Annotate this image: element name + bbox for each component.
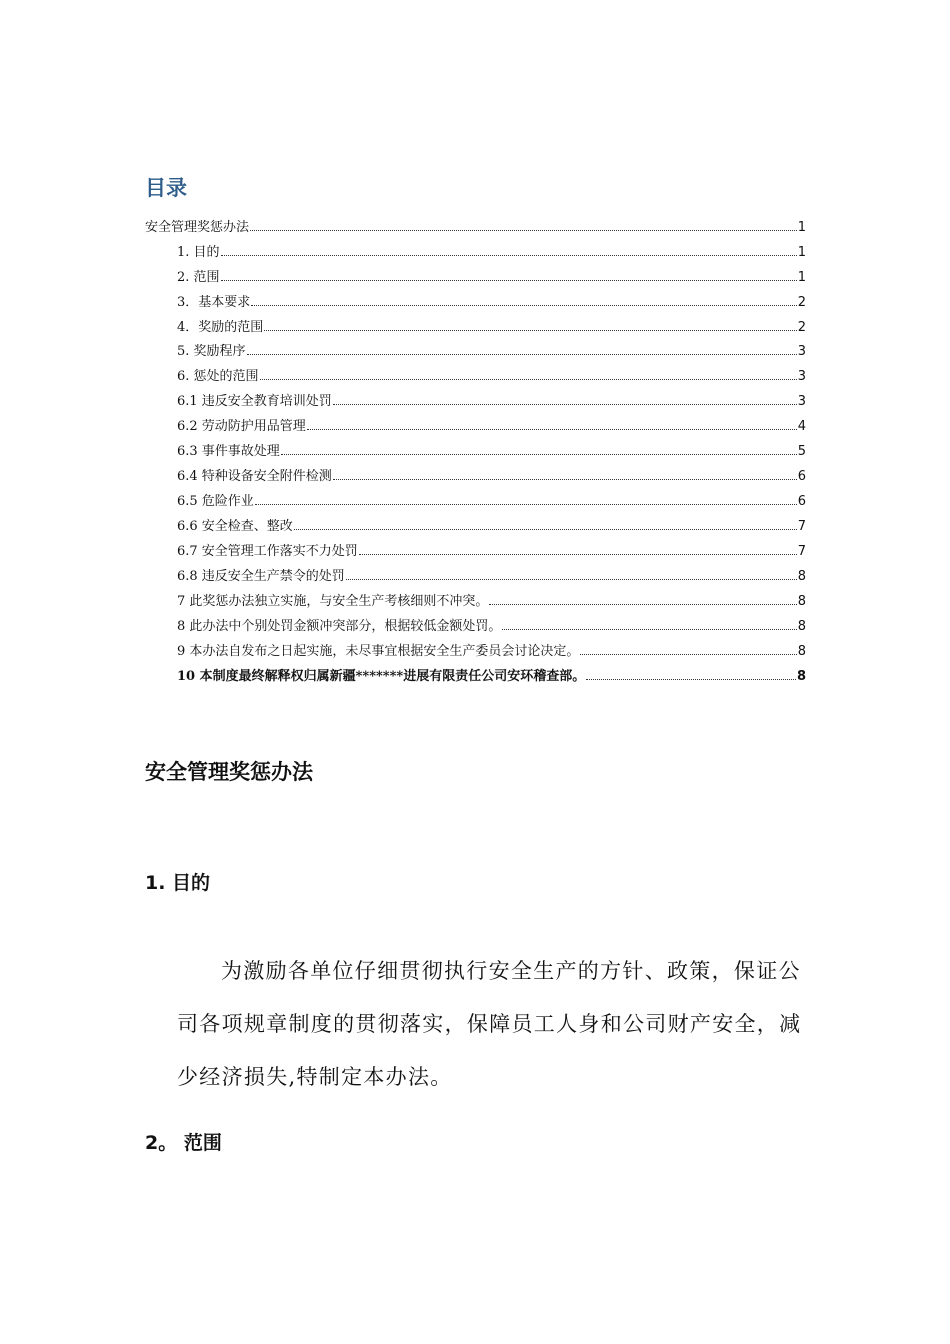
toc-entry[interactable] [145,218,806,236]
toc-entry-text: 10 本制度最终解释权归属新疆*******进展有限责任公司安环稽查部。 [177,669,586,684]
document-title: 安全管理奖惩办法 [145,760,313,784]
toc-entry[interactable] [177,592,806,610]
toc-entry-page: 8 [797,594,806,609]
toc-entry-text: 6.3 事件事故处理 [177,444,280,459]
toc-entry[interactable] [177,492,806,510]
toc-entry-page: 3 [797,344,806,359]
toc-entry[interactable] [177,293,806,311]
toc-entry-page: 3 [797,369,806,384]
toc-entry-text: 6.5 危险作业 [177,494,254,509]
toc-leader [294,517,797,530]
toc-leader [221,268,797,281]
section-heading-scope: 2。 范围 [145,1132,222,1154]
toc-entry-page: 6 [797,494,806,509]
toc-entry-page: 7 [797,519,806,534]
toc-entry-page: 2 [797,295,806,310]
toc-entry[interactable] [177,567,806,585]
toc-entry-page: 4 [797,419,806,434]
section-heading-purpose: 1. 目的 [145,872,211,894]
toc-entry[interactable] [177,617,806,635]
toc-entry[interactable] [177,243,806,261]
toc-entry-page: 1 [797,220,806,235]
toc-entry-page: 5 [797,444,806,459]
toc-entry-page: 3 [797,394,806,409]
toc-entry[interactable] [177,467,806,485]
toc-leader [359,542,797,555]
toc-entry-text: 6.1 违反安全教育培训处罚 [177,394,332,409]
toc-entry-text: 7 此奖惩办法独立实施，与安全生产考核细则不冲突。 [177,594,489,609]
toc-leader [489,592,796,605]
toc-entry-text: 6.8 违反安全生产禁令的处罚 [177,569,345,584]
toc-entry[interactable] [177,417,806,435]
toc-entry-text: 6. 惩处的范围 [177,369,259,384]
toc-entry-text: 6.6 安全检查、整改 [177,519,293,534]
toc-leader [333,392,797,405]
toc-entry-page: 8 [797,644,806,659]
toc-entry-text: 5. 奖励程序 [177,344,246,359]
toc-entry[interactable] [177,318,806,336]
toc-entry-page: 7 [797,544,806,559]
toc-leader [281,442,797,455]
toc-title: 目录 [145,176,187,200]
toc-leader [247,342,797,355]
toc-leader [221,243,797,256]
toc-leader [307,417,797,430]
toc-entry[interactable] [177,667,806,685]
toc-leader [586,667,796,680]
toc-entry-text: 6.7 安全管理工作落实不力处罚 [177,544,358,559]
toc-entry-text: 6.4 特种设备安全附件检测 [177,469,332,484]
toc-entry-page: 1 [797,245,806,260]
toc-leader [260,367,797,380]
toc-entry[interactable] [177,392,806,410]
toc-entry[interactable] [177,367,806,385]
section-body-purpose: 为激励各单位仔细贯彻执行安全生产的方针、政策，保证公司各项规章制度的贯彻落实，保障员工人身和公司财产安全，减少经济损失,特制定本办法。 [177,959,802,1089]
toc-entry[interactable] [177,342,806,360]
toc-entry-page: 8 [796,669,806,684]
toc-leader [264,318,796,331]
toc-entry-text: 6.2 劳动防护用品管理 [177,419,306,434]
toc-leader [502,617,796,630]
toc-entry[interactable] [177,517,806,535]
toc-entry-text: 4．奖励的范围 [177,320,264,335]
toc-leader [251,293,796,306]
toc-entry-text: 1. 目的 [177,245,220,260]
toc-entry[interactable] [177,268,806,286]
toc-entry-page: 6 [797,469,806,484]
toc-entry-page: 2 [797,320,806,335]
toc-leader [346,567,797,580]
toc-entry-page: 8 [797,569,806,584]
toc-entry-page: 8 [797,619,806,634]
toc-entry-text: 安全管理奖惩办法 [145,220,250,235]
toc-entry[interactable] [177,442,806,460]
toc-entry-text: 8 此办法中个别处罚金额冲突部分，根据较低金额处罚。 [177,619,502,634]
toc-entry-text: 3．基本要求 [177,295,251,310]
toc-entry[interactable] [177,642,806,660]
toc-entry-page: 1 [797,270,806,285]
toc-entry-text: 9 本办法自发布之日起实施，未尽事宜根据安全生产委员会讨论决定。 [177,644,580,659]
toc-entry-text: 2. 范围 [177,270,220,285]
toc-leader [255,492,797,505]
toc-leader [333,467,797,480]
toc-leader [250,218,797,231]
toc-entry[interactable] [177,542,806,560]
toc-leader [580,642,796,655]
